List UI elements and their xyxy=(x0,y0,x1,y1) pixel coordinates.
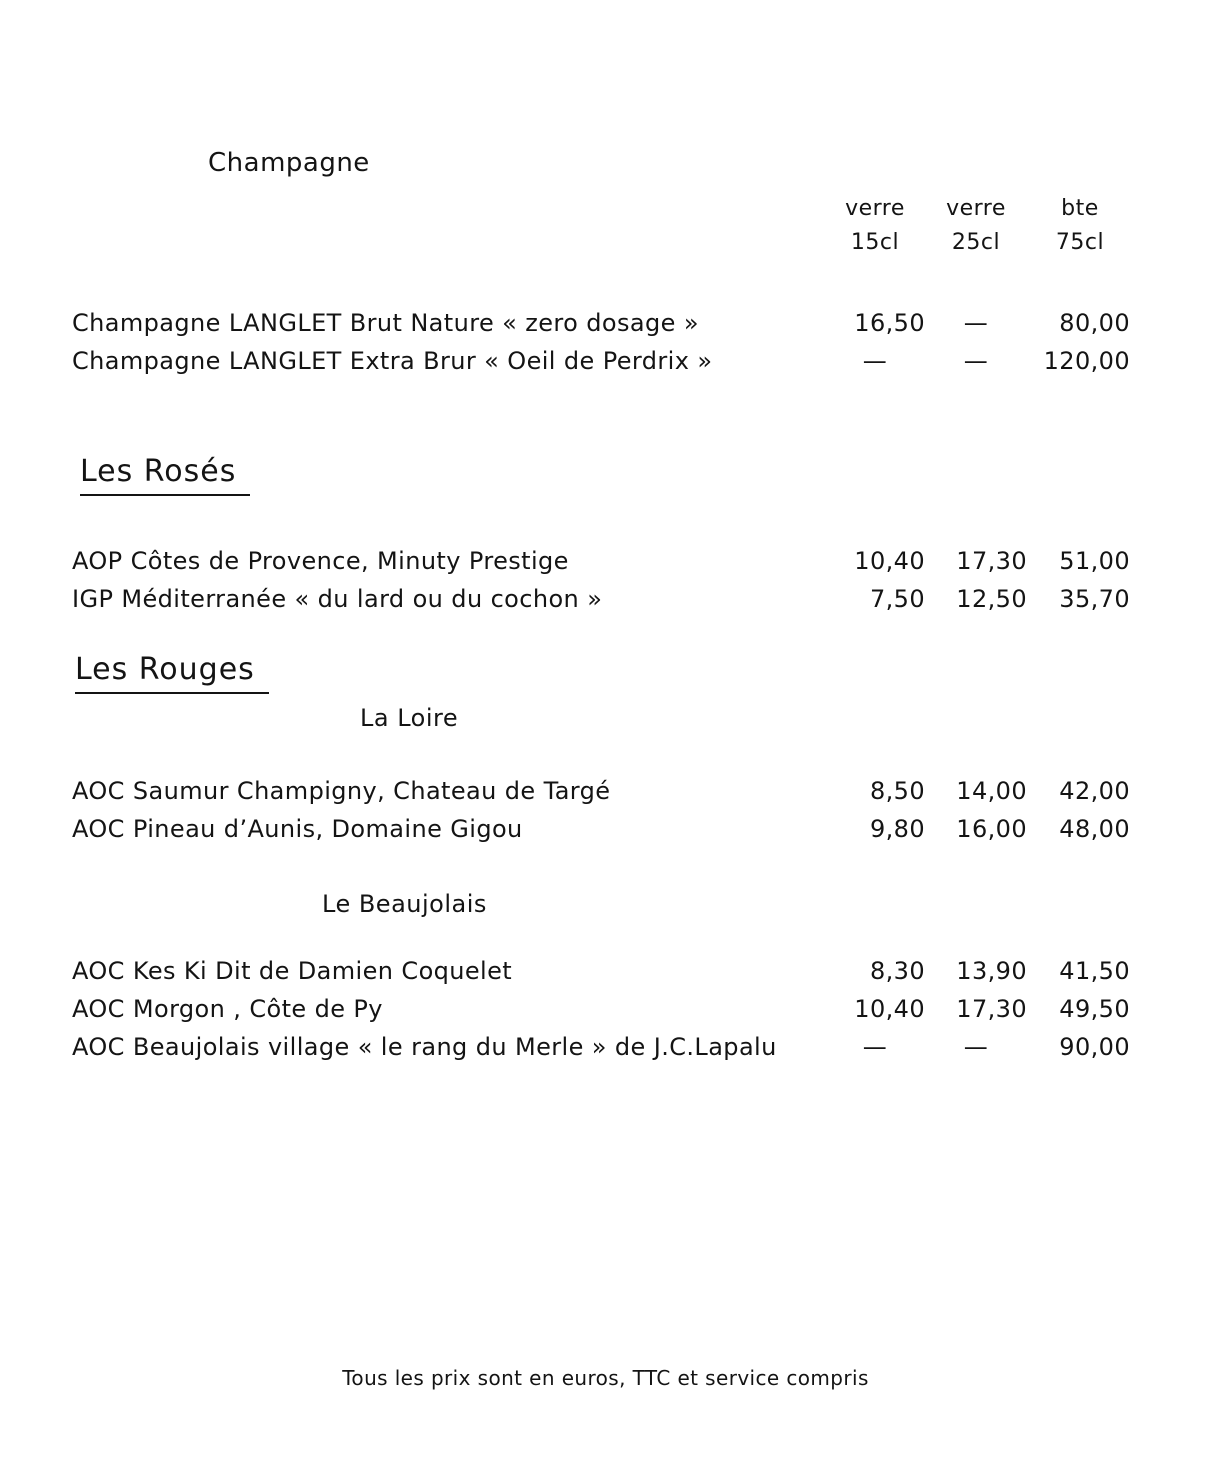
menu-item-row xyxy=(72,580,1133,618)
wine-name: IGP Méditerranée « du lard ou du cochon » xyxy=(72,585,603,613)
section-rouges xyxy=(75,652,1133,694)
menu-item-row xyxy=(72,542,1133,580)
beaujolais-item-list xyxy=(72,952,1133,1066)
menu-item-row xyxy=(72,952,1133,990)
price-15cl: 7,50 xyxy=(869,585,925,613)
column-container-label: bte xyxy=(1061,196,1099,221)
section-title-champagne: Champagne xyxy=(208,148,370,178)
wine-name: AOC Saumur Champigny, Chateau de Targé xyxy=(72,777,611,805)
price-15cl: 16,50 xyxy=(854,309,925,337)
column-container-label: verre xyxy=(946,196,1006,221)
price-75cl: 35,70 xyxy=(1059,585,1130,613)
wine-name: AOC Morgon , Côte de Py xyxy=(72,995,383,1023)
wine-name: AOC Beaujolais village « le rang du Merle » de J.C.Lapalu xyxy=(72,1033,777,1061)
wine-menu-page xyxy=(0,146,1211,1475)
price-15cl: 8,30 xyxy=(869,957,925,985)
column-size-label: 75cl xyxy=(1055,230,1105,255)
price-15cl: 8,50 xyxy=(869,777,925,805)
column-container-label: verre xyxy=(845,196,905,221)
price-25cl: 14,00 xyxy=(956,777,1027,805)
price-25cl: 16,00 xyxy=(956,815,1027,843)
column-header-bte-75cl xyxy=(1027,192,1133,260)
champagne-item-list xyxy=(72,304,1133,380)
price-75cl: 120,00 xyxy=(1043,347,1130,375)
price-75cl: 80,00 xyxy=(1059,309,1130,337)
section-title-roses: Les Rosés xyxy=(80,454,250,496)
price-75cl: 51,00 xyxy=(1059,547,1130,575)
price-25cl: — xyxy=(963,309,989,337)
column-size-label: 25cl xyxy=(951,230,1001,255)
wine-name: Champagne LANGLET Extra Brur « Oeil de Perdrix » xyxy=(72,347,713,375)
price-75cl: 42,00 xyxy=(1059,777,1130,805)
price-75cl: 90,00 xyxy=(1059,1033,1130,1061)
price-25cl: 17,30 xyxy=(956,995,1027,1023)
column-header-verre-15cl xyxy=(825,192,925,260)
menu-item-row xyxy=(72,990,1133,1028)
price-25cl: — xyxy=(963,1033,989,1061)
price-15cl: — xyxy=(862,347,888,375)
price-15cl: 9,80 xyxy=(869,815,925,843)
price-25cl: 17,30 xyxy=(956,547,1027,575)
price-25cl: 13,90 xyxy=(956,957,1027,985)
price-15cl: 10,40 xyxy=(854,547,925,575)
price-75cl: 41,50 xyxy=(1059,957,1130,985)
column-header-verre-25cl xyxy=(925,192,1027,260)
wine-name: Champagne LANGLET Brut Nature « zero dosage » xyxy=(72,309,699,337)
loire-item-list xyxy=(72,772,1133,848)
menu-item-row xyxy=(72,304,1133,342)
column-size-label: 15cl xyxy=(850,230,900,255)
wine-name: AOP Côtes de Provence, Minuty Prestige xyxy=(72,547,569,575)
subsection-title-le-beaujolais: Le Beaujolais xyxy=(322,890,487,918)
wine-name: AOC Pineau d’Aunis, Domaine Gigou xyxy=(72,815,523,843)
price-75cl: 49,50 xyxy=(1059,995,1130,1023)
price-column-headers xyxy=(72,192,1133,260)
section-roses xyxy=(80,454,1133,496)
price-25cl: 12,50 xyxy=(956,585,1027,613)
price-15cl: — xyxy=(862,1033,888,1061)
menu-item-row xyxy=(72,1028,1133,1066)
price-75cl: 48,00 xyxy=(1059,815,1130,843)
section-title-rouges: Les Rouges xyxy=(75,652,269,694)
menu-item-row xyxy=(72,342,1133,380)
menu-item-row xyxy=(72,810,1133,848)
footer-price-note: Tous les prix sont en euros, TTC et service compris xyxy=(342,1366,869,1390)
roses-item-list xyxy=(72,542,1133,618)
wine-name: AOC Kes Ki Dit de Damien Coquelet xyxy=(72,957,513,985)
price-15cl: 10,40 xyxy=(854,995,925,1023)
subsection-title-la-loire: La Loire xyxy=(360,704,459,732)
price-25cl: — xyxy=(963,347,989,375)
menu-item-row xyxy=(72,772,1133,810)
